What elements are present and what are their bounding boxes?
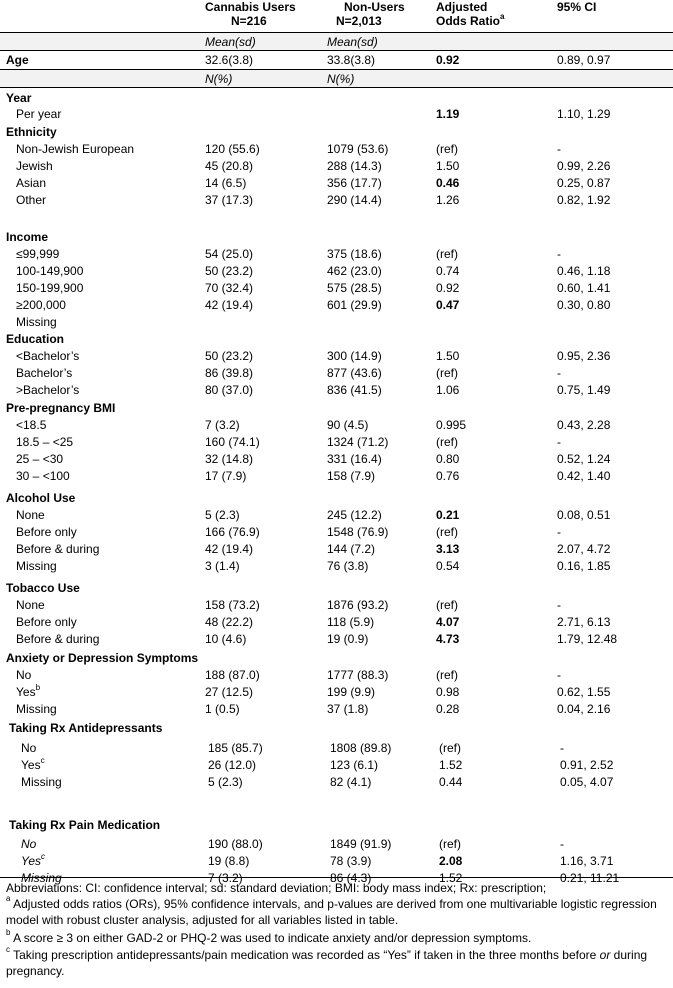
cell-non: 1079 (53.6) [327, 142, 389, 156]
cell-ci: - [560, 837, 564, 851]
cell-users: 1 (0.5) [205, 702, 240, 716]
cell-ci: 0.04, 2.16 [557, 702, 611, 716]
cell-ci: 0.46, 1.18 [557, 264, 611, 278]
cell-non: 462 (23.0) [327, 264, 382, 278]
section-label: Ethnicity [6, 125, 57, 139]
row-label: Before & during [16, 632, 100, 646]
cell-aor: (ref) [436, 668, 458, 682]
rule-npct-bottom [0, 87, 673, 88]
cell-aor: 0.92 [436, 281, 460, 295]
header-aor-line1: Adjusted [436, 0, 488, 14]
rule-age-top [0, 50, 673, 51]
row-label: Jewish [16, 159, 53, 173]
section-label: Pre-pregnancy BMI [6, 401, 116, 415]
section-label: Income [6, 230, 49, 244]
cell-ci: - [557, 525, 561, 539]
rule-bottom [0, 877, 673, 878]
cell-aor: 0.54 [436, 559, 460, 573]
cell-users: 70 (32.4) [205, 281, 254, 295]
cell-aor: 1.06 [436, 383, 460, 397]
cell-non: 144 (7.2) [327, 542, 376, 556]
cell-non: 1808 (89.8) [330, 741, 392, 755]
cell-users: 166 (76.9) [205, 525, 260, 539]
cell-users: 160 (74.1) [205, 435, 260, 449]
cell-non: 199 (9.9) [327, 685, 376, 699]
cell-ci: 0.95, 2.36 [557, 349, 611, 363]
cell-ci: 1.79, 12.48 [557, 632, 618, 646]
row-label: Yes$^c$ [21, 852, 46, 868]
row-label: Missing [21, 871, 62, 885]
section-label: Education [6, 332, 65, 346]
cell-aor: 2.08 [439, 854, 463, 868]
age-users: 32.6(3.8) [205, 53, 254, 67]
row-label: 25 – <30 [16, 452, 64, 466]
cell-aor: 4.73 [436, 632, 460, 646]
row-label: No [16, 668, 32, 682]
row-label: Yes$^c$ [21, 756, 45, 772]
cell-aor: 0.44 [439, 775, 463, 789]
cell-ci: - [560, 741, 564, 755]
row-label: <Bachelor’s [16, 349, 80, 363]
age-label: Age [6, 53, 29, 67]
row-label: None [16, 598, 45, 612]
cell-ci: 0.16, 1.85 [557, 559, 611, 573]
cell-non: 1876 (93.2) [327, 598, 389, 612]
cell-users: 17 (7.9) [205, 469, 247, 483]
row-label: Missing [16, 559, 57, 573]
cell-aor: 1.52 [439, 871, 463, 885]
cell-non: 76 (3.8) [327, 559, 369, 573]
cell-users: 42 (19.4) [205, 298, 254, 312]
age-aor: 0.92 [436, 53, 460, 67]
cell-ci: 0.99, 2.26 [557, 159, 611, 173]
row-label: Missing [21, 775, 62, 789]
cell-non: 356 (17.7) [327, 176, 382, 190]
cell-non: 331 (16.4) [327, 452, 382, 466]
cell-aor: 0.21 [436, 508, 460, 522]
row-label: Missing [16, 315, 57, 329]
cell-users: 185 (85.7) [208, 741, 263, 755]
cell-users: 14 (6.5) [205, 176, 247, 190]
cell-aor: 0.47 [436, 298, 460, 312]
cell-aor: (ref) [436, 366, 458, 380]
cell-users: 190 (88.0) [208, 837, 263, 851]
cell-aor: 3.13 [436, 542, 460, 556]
cell-non: 158 (7.9) [327, 469, 376, 483]
cell-users: 7 (3.2) [208, 871, 243, 885]
section-label: Taking Rx Antidepressants [9, 721, 163, 735]
cell-non: 82 (4.1) [330, 775, 372, 789]
cell-ci: 0.25, 0.87 [557, 176, 611, 190]
cell-users: 42 (19.4) [205, 542, 254, 556]
row-label: 18.5 – <25 [16, 435, 74, 449]
cell-non: 1849 (91.9) [330, 837, 392, 851]
footnote-b: $^b$ A score ≥ 3 on either GAD-2 or PHQ-2 was used to indicate anxiety and/or depression symptoms. [6, 928, 532, 945]
cell-aor: 1.50 [436, 159, 460, 173]
cell-users: 37 (17.3) [205, 193, 254, 207]
cell-ci: 0.75, 1.49 [557, 383, 611, 397]
cell-users: 188 (87.0) [205, 668, 260, 682]
cell-users: 5 (2.3) [205, 508, 240, 522]
cell-users: 120 (55.6) [205, 142, 260, 156]
row-label: >Bachelor’s [16, 383, 80, 397]
row-label: Before only [16, 525, 77, 539]
cell-ci: - [557, 247, 561, 261]
cell-non: 86 (4.3) [330, 871, 372, 885]
cell-aor: 1.26 [436, 193, 460, 207]
row-label: Other [16, 193, 47, 207]
cell-non: 1777 (88.3) [327, 668, 389, 682]
subheader-n-pct-non: N(%) [327, 72, 355, 86]
cell-aor: 1.50 [436, 349, 460, 363]
cell-non: 118 (5.9) [327, 615, 375, 629]
cell-ci: - [557, 598, 561, 612]
cell-aor: 0.995 [436, 418, 467, 432]
cell-non: 123 (6.1) [330, 758, 379, 772]
cell-ci: 0.05, 4.07 [560, 775, 614, 789]
cell-non: 601 (29.9) [327, 298, 382, 312]
cell-users: 26 (12.0) [208, 758, 257, 772]
cell-users: 32 (14.8) [205, 452, 254, 466]
cell-users: 19 (8.8) [208, 854, 250, 868]
cell-non: 1548 (76.9) [327, 525, 389, 539]
section-label: Alcohol Use [6, 491, 76, 505]
header-ci: 95% CI [557, 0, 597, 14]
section-label: Tobacco Use [6, 581, 80, 595]
cell-users: 80 (37.0) [205, 383, 254, 397]
cell-aor: (ref) [439, 741, 461, 755]
cell-ci: - [557, 668, 561, 682]
cell-ci: - [557, 435, 561, 449]
cell-users: 158 (73.2) [205, 598, 260, 612]
cell-users: 86 (39.8) [205, 366, 254, 380]
cell-aor: 0.28 [436, 702, 460, 716]
cell-users: 5 (2.3) [208, 775, 243, 789]
cell-non: 245 (12.2) [327, 508, 382, 522]
cell-users: 3 (1.4) [205, 559, 240, 573]
cell-aor: 1.19 [436, 107, 460, 121]
cell-aor: (ref) [436, 598, 458, 612]
section-label: Year [6, 91, 32, 105]
row-label: No [21, 837, 37, 851]
cell-ci: 0.91, 2.52 [560, 758, 614, 772]
cell-aor: 1.52 [439, 758, 463, 772]
footnote-abbreviations: Abbreviations: CI: confidence interval; sd: standard deviation; BMI: body mass index; Rx: prescription; [6, 881, 547, 895]
cell-non: 37 (1.8) [327, 702, 369, 716]
row-label: None [16, 508, 45, 522]
cell-ci: 0.62, 1.55 [557, 685, 611, 699]
cell-users: 50 (23.2) [205, 264, 254, 278]
row-label: Yes$^b$ [16, 683, 41, 699]
cell-users: 48 (22.2) [205, 615, 254, 629]
cell-users: 50 (23.2) [205, 349, 254, 363]
cell-ci: 0.60, 1.41 [557, 281, 611, 295]
cell-ci: 1.16, 3.71 [560, 854, 614, 868]
cell-ci: - [557, 366, 561, 380]
cell-ci: 1.10, 1.29 [557, 107, 611, 121]
rule-top [0, 32, 673, 33]
header-cannabis-users: Cannabis Users [205, 0, 296, 14]
cell-aor: (ref) [436, 435, 458, 449]
cell-ci: 2.71, 6.13 [557, 615, 611, 629]
cell-aor: 0.80 [436, 452, 460, 466]
footnote-c: $^c$ Taking prescription antidepressants/pain medication was recorded as “Yes” if taken in the three months before or during pregnancy. [6, 945, 648, 978]
cell-non: 575 (28.5) [327, 281, 382, 295]
section-label: Taking Rx Pain Medication [9, 818, 161, 832]
subheader-n-pct-users: N(%) [205, 72, 233, 86]
cell-aor: (ref) [436, 525, 458, 539]
cell-ci: 2.07, 4.72 [557, 542, 611, 556]
cell-ci: 0.43, 2.28 [557, 418, 611, 432]
cell-aor: (ref) [439, 837, 461, 851]
cell-non: 877 (43.6) [327, 366, 382, 380]
row-label: Non-Jewish European [16, 142, 135, 156]
cell-aor: (ref) [436, 247, 458, 261]
row-label: Missing [16, 702, 57, 716]
cell-ci: 0.52, 1.24 [557, 452, 611, 466]
cell-users: 27 (12.5) [205, 685, 254, 699]
row-label: ≥200,000 [16, 298, 66, 312]
age-ci: 0.89, 0.97 [557, 53, 611, 67]
row-label: No [21, 741, 37, 755]
cell-aor: 0.76 [436, 469, 460, 483]
cell-non: 19 (0.9) [327, 632, 369, 646]
row-label: 100-149,900 [16, 264, 84, 278]
header-non-users: Non-Users [344, 0, 405, 14]
row-label: Per year [16, 107, 62, 121]
cell-non: 836 (41.5) [327, 383, 382, 397]
row-label: 30 – <100 [16, 469, 70, 483]
row-label: 150-199,900 [16, 281, 84, 295]
section-label: Anxiety or Depression Symptoms [6, 651, 199, 665]
subheader-mean-sd-non: Mean(sd) [327, 35, 378, 49]
cell-users: 7 (3.2) [205, 418, 240, 432]
footnote-a: $^a$ Adjusted odds ratios (ORs), 95% confidence intervals, and p-values are derived from one multivariable logistic regression model with robust cluster analysis, adjusted for all variables listed in table. [6, 894, 657, 927]
age-non: 33.8(3.8) [327, 53, 376, 67]
cell-aor: 0.74 [436, 264, 460, 278]
cell-aor: 0.98 [436, 685, 460, 699]
row-label: Before & during [16, 542, 100, 556]
cell-non: 90 (4.5) [327, 418, 369, 432]
cell-ci: 0.30, 0.80 [557, 298, 611, 312]
cell-ci: - [557, 142, 561, 156]
cell-ci: 0.21, 11.21 [560, 871, 620, 885]
cell-non: 300 (14.9) [327, 349, 382, 363]
cell-aor: (ref) [436, 142, 458, 156]
cell-users: 10 (4.6) [205, 632, 247, 646]
cell-ci: 0.82, 1.92 [557, 193, 611, 207]
cell-aor: 4.07 [436, 615, 460, 629]
subheader-mean-sd-users: Mean(sd) [205, 35, 256, 49]
cell-ci: 0.42, 1.40 [557, 469, 611, 483]
cell-non: 1324 (71.2) [327, 435, 389, 449]
header-aor-line2: Odds Ratio$^a$ [436, 12, 505, 28]
row-label: Bachelor’s [16, 366, 73, 380]
cell-ci: 0.08, 0.51 [557, 508, 611, 522]
row-label: ≤99,999 [16, 247, 60, 261]
row-label: Before only [16, 615, 77, 629]
header-cannabis-n: N=216 [231, 14, 267, 28]
cell-non: 375 (18.6) [327, 247, 382, 261]
row-label: Asian [16, 176, 47, 190]
cell-users: 45 (20.8) [205, 159, 254, 173]
header-aor-sup: a [500, 12, 505, 21]
cell-non: 288 (14.3) [327, 159, 382, 173]
cell-aor: 0.46 [436, 176, 460, 190]
row-label: <18.5 [16, 418, 47, 432]
cell-users: 54 (25.0) [205, 247, 254, 261]
cell-non: 78 (3.9) [330, 854, 372, 868]
header-non-users-n: N=2,013 [336, 14, 382, 28]
cell-non: 290 (14.4) [327, 193, 382, 207]
